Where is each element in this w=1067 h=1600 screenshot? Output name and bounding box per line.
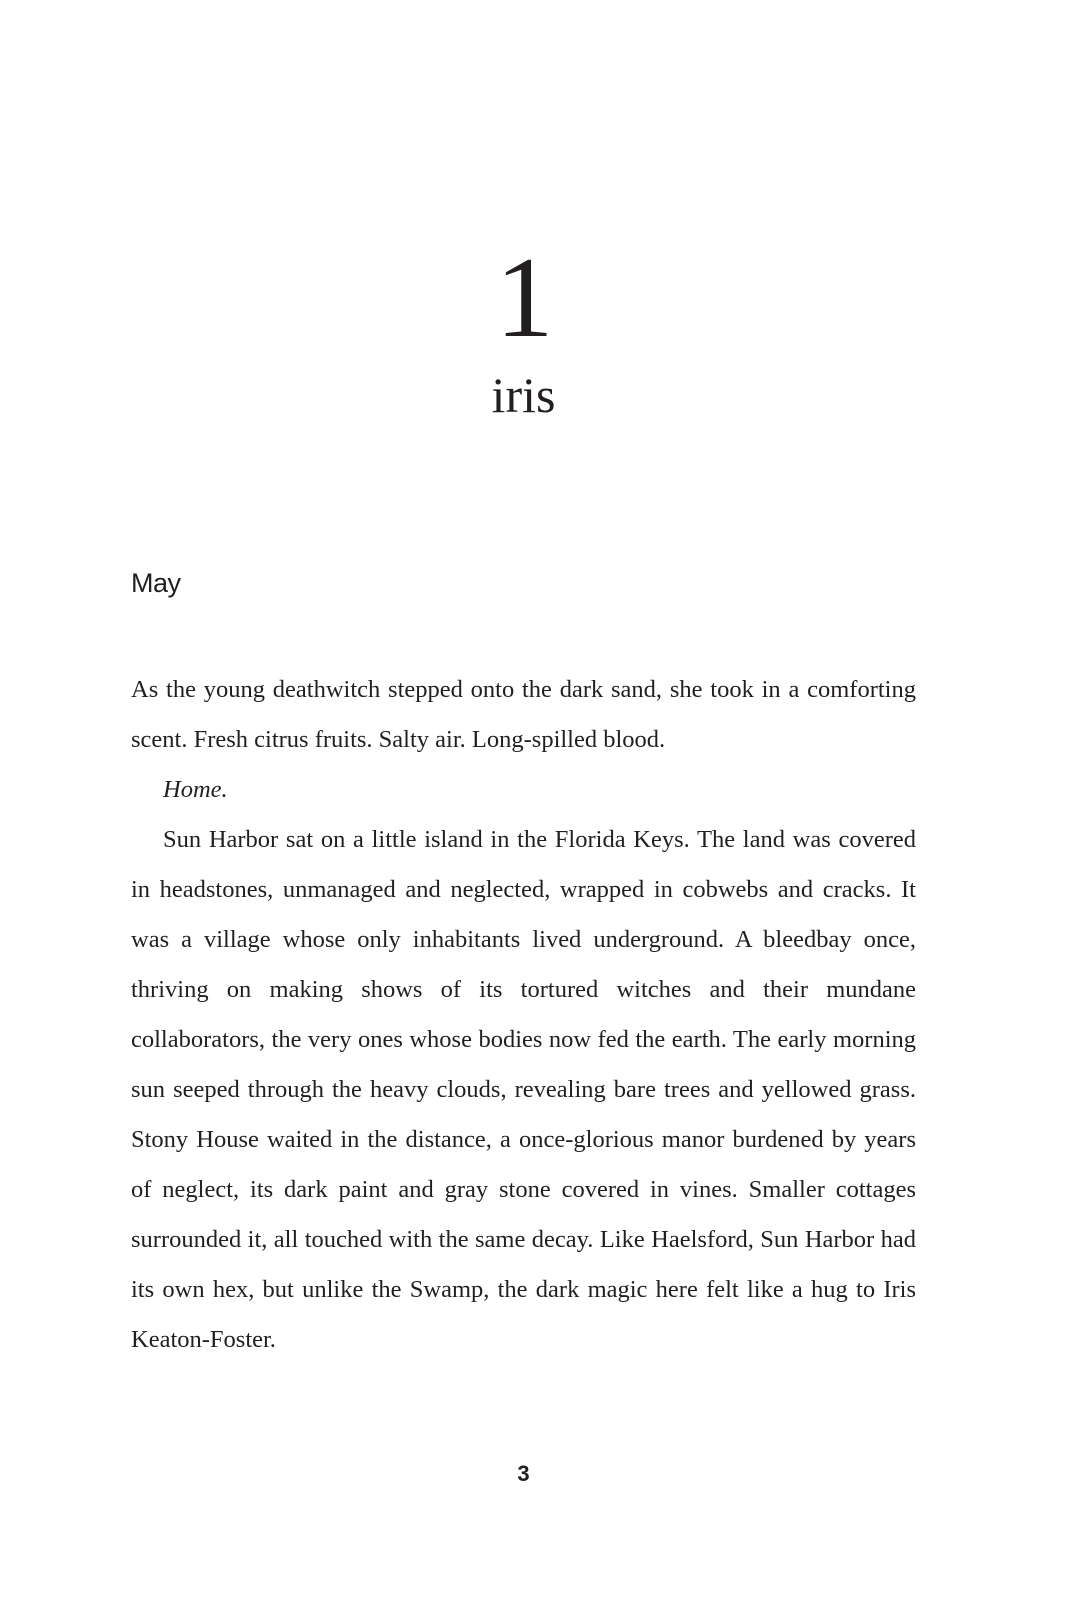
page-number: 3: [517, 1461, 530, 1486]
paragraph: Sun Harbor sat on a little island in the Florida Keys. The land was covered in headstones, unmanaged and neglected, wrapped in cobwebs and cracks. It was a village whose only inhabitants lived underground. A bleedbay once, thriving on making shows of its tortured witches and their mundane collaborators, the very ones whose bodies now fed the earth. The early morning sun seeped through the heavy clouds, revealing bare trees and yellowed grass. Stony House waited in the distance, a once-glorious manor burdened by years of neglect, its dark paint and gray stone covered in vines. Smaller cottages surrounded it, all touched with the same decay. Like Haelsford, Sun Harbor had its own hex, but unlike the Swamp, the dark magic here felt like a hug to Iris Keaton-Foster.: [131, 826, 916, 1353]
paragraph-italic: Home.: [163, 776, 228, 803]
chapter-title: iris: [491, 367, 556, 423]
body-text: [131, 665, 916, 1365]
paragraph: As the young deathwitch stepped onto the dark sand, she took in a comforting scent. Fresh citrus fruits. Salty air. Long-spilled blood.: [131, 676, 916, 753]
chapter-number: 1: [495, 234, 552, 362]
section-heading: May: [131, 568, 181, 598]
